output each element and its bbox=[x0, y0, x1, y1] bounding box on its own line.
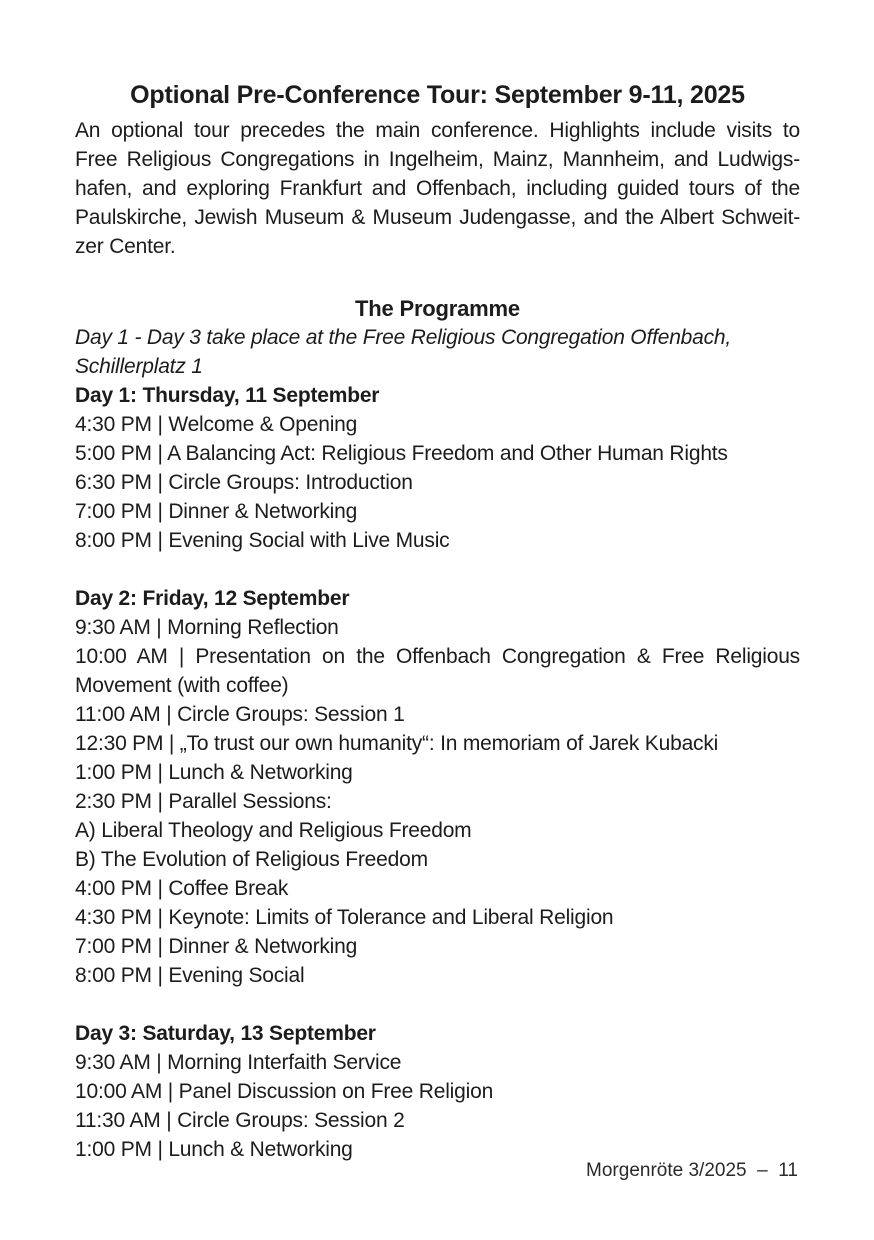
intro-paragraph bbox=[75, 116, 800, 261]
schedule-line: 9:30 AM | Morning Interfaith Service bbox=[75, 1051, 402, 1074]
schedule-line: 12:30 PM | „To trust our own humanity“: In memoriam of Jarek Kubacki bbox=[75, 732, 719, 755]
venue-note-line: Schillerplatz 1 bbox=[75, 355, 203, 378]
schedule-line: 7:00 PM | Dinner & Networking bbox=[75, 500, 358, 523]
schedule-line: B) The Evolution of Religious Freedom bbox=[75, 848, 428, 871]
intro-line: zer Center. bbox=[75, 235, 176, 258]
page-footer bbox=[565, 1138, 798, 1204]
schedule-line: 4:30 PM | Welcome & Opening bbox=[75, 413, 358, 436]
schedule-line: Movement (with coffee) bbox=[75, 674, 289, 697]
intro-line: Paulskirche, Jewish Museum & Museum Judengasse, and the Albert Schweit- bbox=[75, 206, 800, 229]
schedule-line: 11:00 AM | Circle Groups: Session 1 bbox=[75, 703, 405, 726]
schedule-line: 10:00 AM | Panel Discussion on Free Religion bbox=[75, 1080, 494, 1103]
schedule-line: 8:00 PM | Evening Social bbox=[75, 964, 305, 987]
schedule-line: 1:00 PM | Lunch & Networking bbox=[75, 761, 353, 784]
intro-line: An optional tour precedes the main conference. Highlights include visits to bbox=[75, 119, 800, 142]
schedule-line: 10:00 AM | Presentation on the Offenbach Congregation & Free Religious bbox=[75, 645, 800, 668]
schedule-line: 6:30 PM | Circle Groups: Introduction bbox=[75, 471, 413, 494]
schedule-line: 11:30 AM | Circle Groups: Session 2 bbox=[75, 1109, 405, 1132]
programme-days bbox=[75, 381, 800, 1164]
venue-note bbox=[75, 323, 800, 381]
day-heading: Day 3: Saturday, 13 September bbox=[75, 1022, 376, 1045]
day-block bbox=[75, 381, 800, 555]
schedule-line: 5:00 PM | A Balancing Act: Religious Freedom and Other Human Rights bbox=[75, 442, 728, 465]
page-title: Optional Pre-Conference Tour: September 9-11, 2025 bbox=[130, 81, 745, 109]
schedule-line: 8:00 PM | Evening Social with Live Music bbox=[75, 529, 450, 552]
schedule-line: 2:30 PM | Parallel Sessions: bbox=[75, 790, 332, 813]
day-heading: Day 2: Friday, 12 September bbox=[75, 587, 350, 610]
schedule-line: 7:00 PM | Dinner & Networking bbox=[75, 935, 358, 958]
schedule-line: 9:30 AM | Morning Reflection bbox=[75, 616, 339, 639]
footer-text: Morgenröte 3/2025 – 11 bbox=[586, 1160, 798, 1181]
schedule-line: 4:30 PM | Keynote: Limits of Tolerance and Liberal Religion bbox=[75, 906, 614, 929]
schedule-line: 1:00 PM | Lunch & Networking bbox=[75, 1138, 353, 1161]
venue-note-line: Day 1 - Day 3 take place at the Free Religious Congregation Offenbach, bbox=[75, 326, 732, 349]
day-heading: Day 1: Thursday, 11 September bbox=[75, 384, 380, 407]
day-block bbox=[75, 584, 800, 990]
intro-line: Free Religious Congregations in Ingelheim, Mainz, Mannheim, and Ludwigs- bbox=[75, 148, 800, 171]
schedule-line: A) Liberal Theology and Religious Freedom bbox=[75, 819, 472, 842]
programme-heading: The Programme bbox=[355, 296, 520, 321]
schedule-line: 4:00 PM | Coffee Break bbox=[75, 877, 289, 900]
intro-line: hafen, and exploring Frankfurt and Offenbach, including guided tours of the bbox=[75, 177, 800, 200]
